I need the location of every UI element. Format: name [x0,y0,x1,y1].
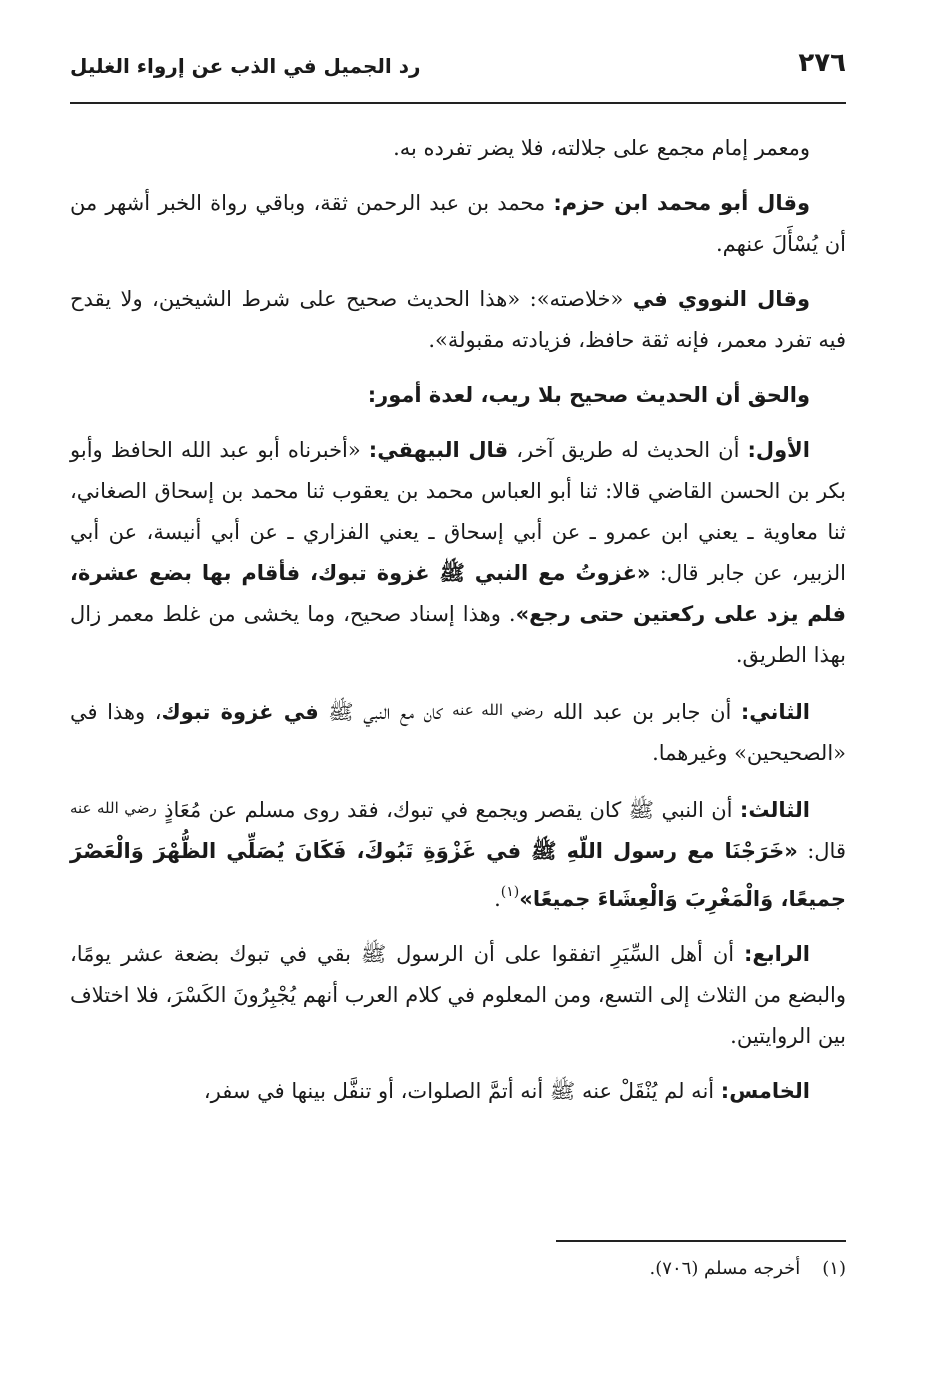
speaker-label: قال البيهقي: [368,438,509,462]
header-rule [70,102,846,104]
point-label: الثالث: [739,798,810,822]
honorific-glyph: رضي الله عنه [452,701,544,719]
paragraph-text: أنه لم يُنْقَلْ عنه ﷺ أنه أتمَّ الصلوات، أو تنفَّل بينها في سفر، [203,1079,721,1103]
paragraph-6 [70,690,846,774]
paragraph-7 [70,788,846,920]
page-number: ٢٧٦ [798,48,846,78]
paragraph-text: «خلاصته»: «هذا الحديث صحيح على شرط الشيخين، ولا يقدح فيه تفرد معمر، فإنه ثقة حافظ، فزيادته مقبولة». [70,287,846,352]
honorific-glyph: رضي الله عنه [70,799,157,817]
paragraph-text: أن أهل السِّيَرِ اتفقوا على أن الرسول ﷺ بقي في تبوك بضعة عشر يومًا، والبضع من الثلاث إلى التسع، ومن المعلوم في كلام العرب أنهم يُجْبِرُونَ الكَسْرَ، فلا اختلاف بين الروايتين. [70,942,846,1048]
footnote-rule [556,1240,846,1242]
paragraph-text: كان مع النبي ﷺ [318,700,453,724]
emphasis-text: في غزوة تبوك [161,700,319,724]
paragraph-9 [70,1071,846,1112]
footnote-reference[interactable]: (١) [500,884,520,900]
paragraph-text: «أخبرناه أبو عبد الله الحافظ وأبو بكر بن الحسن القاضي قالا: ثنا أبو العباس محمد بن يعقوب ثنا محمد بن إسحاق الصغاني، ثنا معاوية ـ يعني ابن عمرو ـ عن أبي إسحاق ـ يعني الفزاري ـ عن أبي أنيسة، عن أبي الزبير، عن جابر قال: [70,438,846,585]
paragraph-text: . [494,887,501,911]
paragraph-text: أن جابر بن عبد الله [543,700,741,724]
footnote [650,1258,846,1279]
paragraph-text: أن الحديث له طريق آخر، [508,438,748,462]
paragraph-1 [70,128,846,169]
footnote-number: (١) [822,1258,846,1279]
paragraph-text: ومعمر إمام مجمع على جلالته، فلا يضر تفرده به. [393,136,810,160]
footnote-text: أخرجه مسلم (٧٠٦). [649,1258,801,1279]
section-statement: والحق أن الحديث صحيح بلا ريب، لعدة أمور: [367,383,810,407]
paragraph-text: . وهذا إسناد صحيح، وما يخشى من غلط معمر زال بهذا الطريق. [70,602,846,667]
paragraph-text: أن النبي ﷺ كان يقصر ويجمع في تبوك، فقد روى مسلم عن مُعَاذٍ [156,798,740,822]
point-label: الأول: [747,438,810,462]
speaker-label: وقال أبو محمد ابن حزم: [553,191,811,215]
paragraph-5 [70,430,846,676]
point-label: الخامس: [720,1079,810,1103]
speaker-label: وقال النووي في [632,287,810,311]
paragraph-text: ، وهذا في «الصحيحين» وغيرهما. [70,700,846,765]
paragraph-2 [70,183,846,265]
main-text [70,128,846,1126]
paragraph-text: قال: [797,839,846,863]
hadith-quote: «خَرَجْنَا مع رسول اللّهِ ﷺ في غَزْوَةِ تَبُوكَ، فَكَانَ يُصَلِّي الظُّهْرَ وَالْعَصْرَ جميعًا، وَالْمَغْرِبَ وَالْعِشَاءَ جميعًا» [70,839,846,911]
hadith-quote: «غزوتُ مع النبي ﷺ غزوة تبوك، فأقام بها بضع عشرة، فلم يزد على ركعتين حتى رجع» [70,561,846,626]
paragraph-3 [70,279,846,361]
point-label: الرابع: [744,942,810,966]
page-header [70,48,846,92]
point-label: الثاني: [740,700,810,724]
paragraph-8 [70,934,846,1057]
paragraph-text: محمد بن عبد الرحمن ثقة، وباقي رواة الخبر أشهر من أن يُسْأَلَ عنهم. [70,191,846,256]
paragraph-4 [70,375,846,416]
running-title: رد الجميل في الذب عن إرواء الغليل [70,54,421,78]
